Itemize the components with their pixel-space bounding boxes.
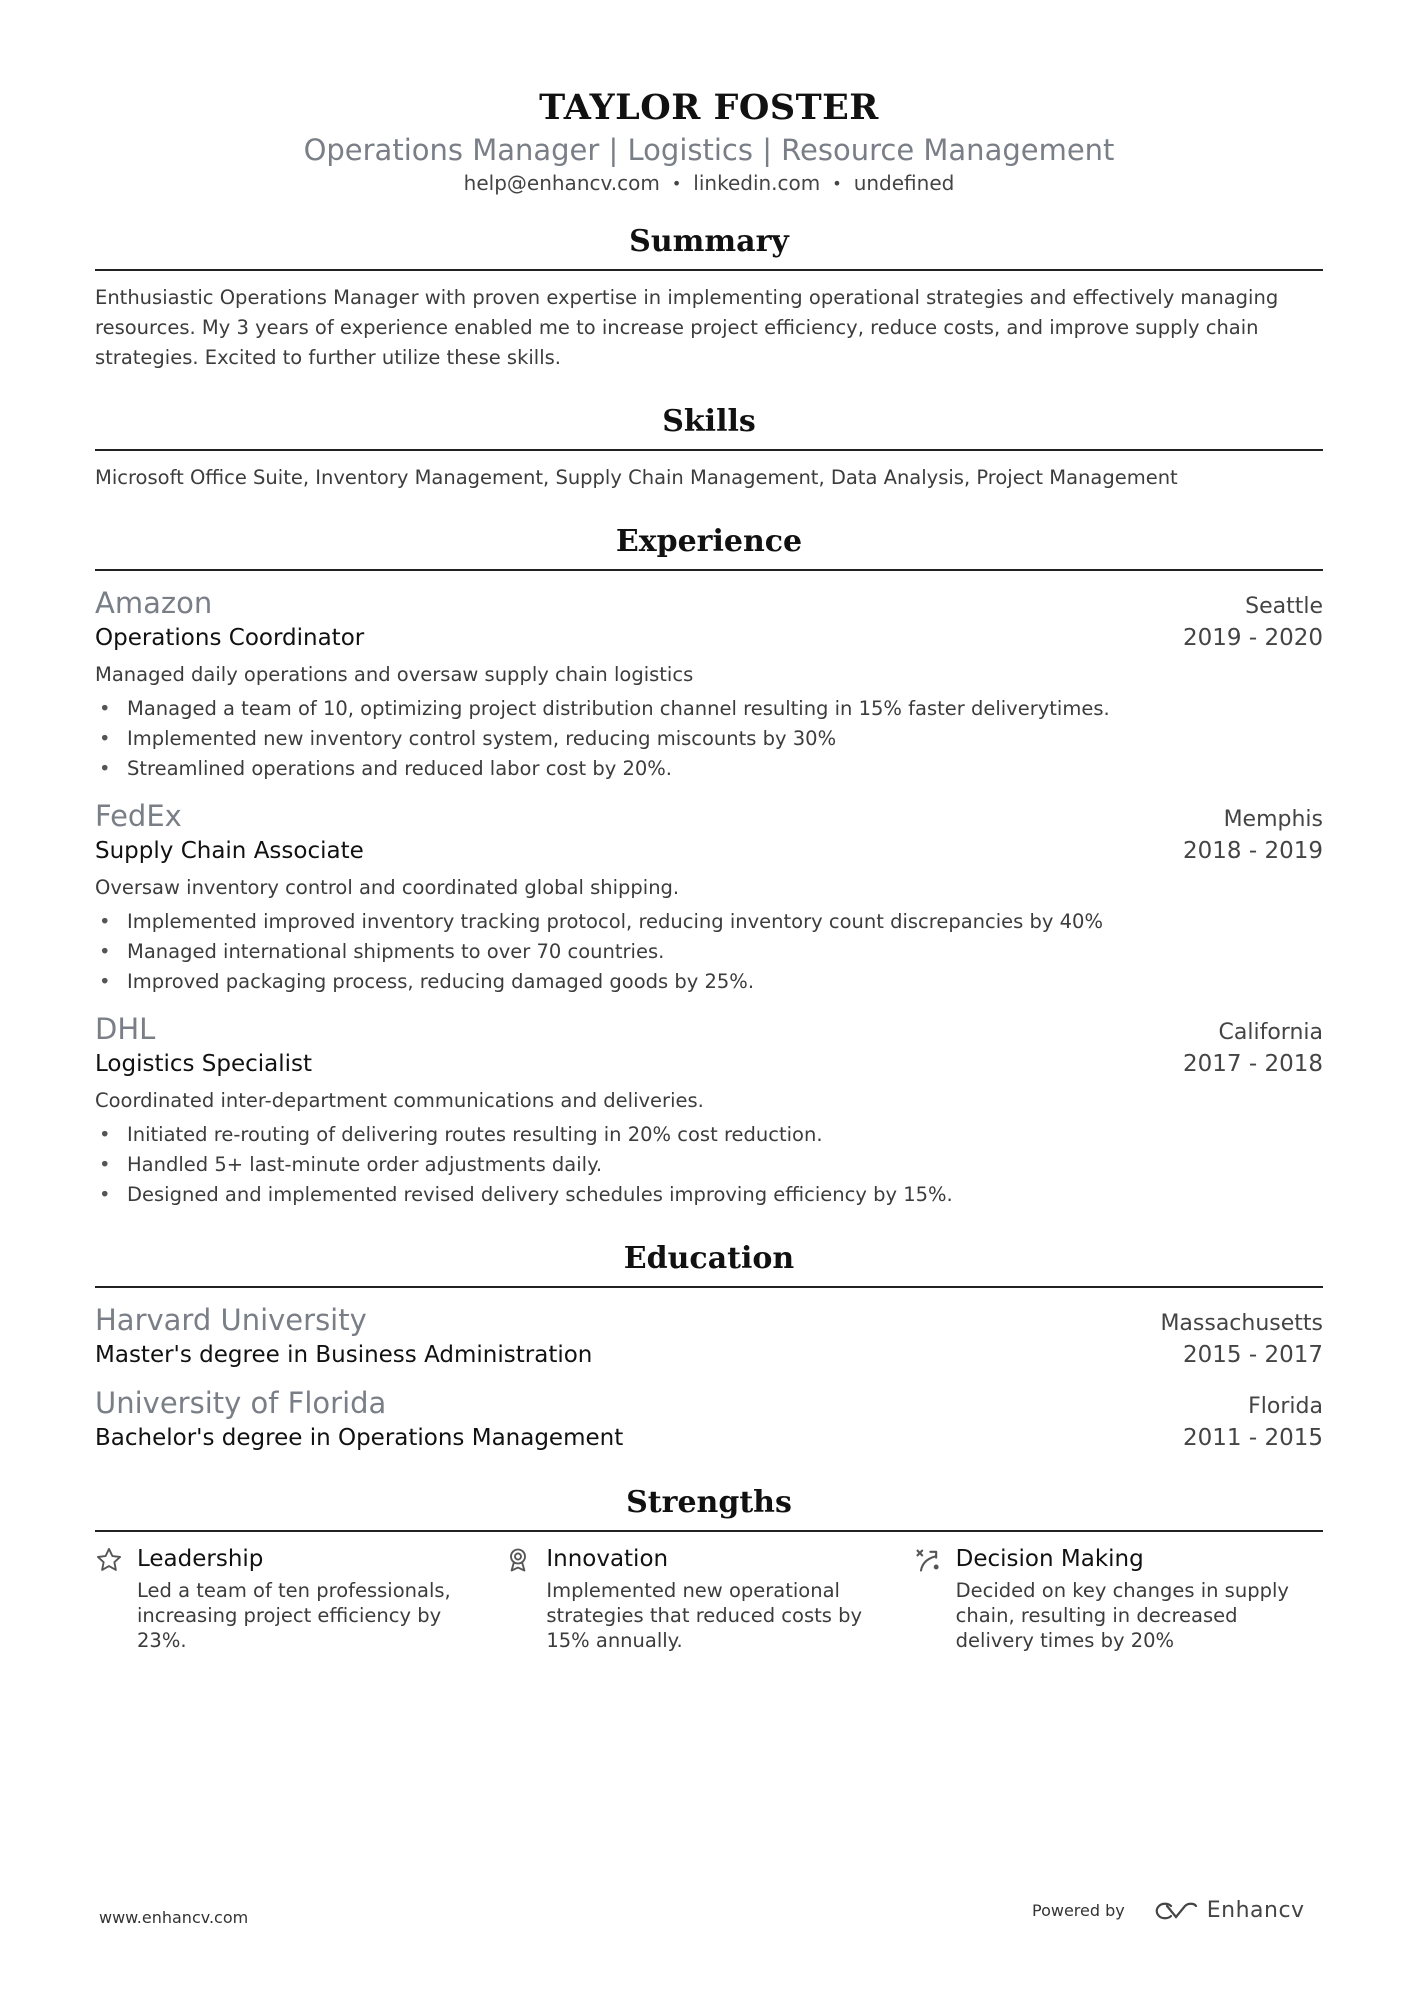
job-bullets [95, 1120, 1323, 1210]
strength-description: Implemented new operational strategies that reduced costs by 15% annually. [546, 1579, 863, 1652]
contact-linkedin[interactable]: linkedin.com [693, 171, 821, 195]
summary-text: Enthusiastic Operations Manager with proven expertise in implementing operational strategies and effectively managing resources. My 3 years of experience enabled me to increase project efficiency, reduce costs, and improve supply chain strategies. Excited to further utilize these skills. [95, 286, 1279, 369]
strength-title: Leadership [137, 1546, 264, 1572]
job-description: Managed daily operations and oversaw supply chain logistics [95, 663, 694, 686]
education-dates: 2015 - 2017 [1183, 1342, 1323, 1368]
enhancv-logo[interactable] [1153, 1898, 1305, 1923]
star-icon [95, 1544, 137, 1653]
job-dates: 2019 - 2020 [1183, 625, 1323, 651]
bullet-item: • Implemented improved inventory tracking protocol, reducing inventory count discrepancies by 40% [99, 910, 1103, 933]
strength-item [504, 1544, 913, 1653]
award-icon [504, 1544, 546, 1653]
separator-dot: • [832, 174, 842, 193]
strength-description: Led a team of ten professionals, increasing project efficiency by 23%. [137, 1579, 451, 1652]
experience-entry [95, 1011, 1323, 1210]
bullet-item: • Implemented new inventory control system, reducing miscounts by 30% [99, 727, 837, 750]
strengths-section [95, 1484, 1323, 1653]
contact-line [95, 170, 1323, 197]
job-location: Memphis [1223, 807, 1323, 832]
degree-title: Master's degree in Business Administration [95, 1342, 593, 1368]
bullet-item: • Managed international shipments to over 70 countries. [99, 940, 665, 963]
job-title: Operations Coordinator [95, 625, 365, 651]
school-location: Massachusetts [1160, 1311, 1323, 1336]
enhancv-brand-name: Enhancv [1206, 1898, 1305, 1923]
job-description: Coordinated inter-department communications and deliveries. [95, 1089, 704, 1112]
company-name: FedEx [95, 799, 182, 833]
job-location: California [1218, 1020, 1323, 1045]
school-name: University of Florida [95, 1386, 387, 1420]
section-title-summary: Summary [95, 223, 1323, 271]
contact-other: undefined [853, 171, 955, 195]
bullet-item: • Improved packaging process, reducing damaged goods by 25%. [99, 970, 755, 993]
experience-entry [95, 585, 1323, 784]
footer-branding [1032, 1898, 1305, 1923]
section-title-education: Education [95, 1240, 1323, 1288]
experience-section [95, 523, 1323, 1210]
section-title-experience: Experience [95, 523, 1323, 571]
education-section [95, 1240, 1323, 1454]
job-dates: 2017 - 2018 [1183, 1051, 1323, 1077]
education-entry [95, 1385, 1323, 1454]
strength-title: Innovation [546, 1546, 669, 1572]
bullet-item: • Initiated re-routing of delivering routes resulting in 20% cost reduction. [99, 1123, 823, 1146]
bullet-item: • Designed and implemented revised delivery schedules improving efficiency by 15%. [99, 1183, 953, 1206]
contact-email[interactable]: help@enhancv.com [463, 171, 660, 195]
job-location: Seattle [1245, 594, 1323, 619]
enhancv-logo-icon [1153, 1899, 1199, 1923]
education-entry [95, 1302, 1323, 1371]
bullet-item: • Streamlined operations and reduced labor cost by 20%. [99, 757, 673, 780]
section-title-skills: Skills [95, 403, 1323, 451]
summary-section [95, 223, 1323, 373]
job-description: Oversaw inventory control and coordinated global shipping. [95, 876, 680, 899]
powered-by-label: Powered by [1032, 1901, 1125, 1920]
resume-header [95, 0, 1323, 197]
strength-description: Decided on key changes in supply chain, resulting in decreased delivery times by 20% [955, 1579, 1289, 1652]
strength-title: Decision Making [955, 1546, 1144, 1572]
candidate-headline: Operations Manager | Logistics | Resource Management [303, 133, 1115, 167]
job-bullets [95, 694, 1323, 784]
strength-item [95, 1544, 504, 1653]
company-name: DHL [95, 1012, 156, 1046]
job-title: Logistics Specialist [95, 1051, 313, 1077]
strengths-list [95, 1544, 1323, 1653]
resume-page [95, 0, 1323, 1653]
job-dates: 2018 - 2019 [1183, 838, 1323, 864]
school-location: Florida [1248, 1394, 1323, 1419]
bullet-item: • Managed a team of 10, optimizing project distribution channel resulting in 15% faster deliverytimes. [99, 697, 1110, 720]
job-title: Supply Chain Associate [95, 838, 364, 864]
school-name: Harvard University [95, 1303, 367, 1337]
experience-entry [95, 798, 1323, 997]
degree-title: Bachelor's degree in Operations Management [95, 1425, 624, 1451]
education-dates: 2011 - 2015 [1183, 1425, 1323, 1451]
candidate-name: TAYLOR FOSTER [539, 87, 879, 128]
footer-website[interactable]: www.enhancv.com [99, 1908, 249, 1927]
section-title-strengths: Strengths [95, 1484, 1323, 1532]
skills-text: Microsoft Office Suite, Inventory Management, Supply Chain Management, Data Analysis, Project Management [95, 466, 1178, 489]
separator-dot: • [671, 174, 682, 193]
strength-item [914, 1544, 1323, 1653]
job-bullets [95, 907, 1323, 997]
skills-section [95, 403, 1323, 493]
company-name: Amazon [95, 586, 213, 620]
decision-icon [914, 1544, 956, 1653]
bullet-item: • Handled 5+ last-minute order adjustments daily. [99, 1153, 603, 1176]
